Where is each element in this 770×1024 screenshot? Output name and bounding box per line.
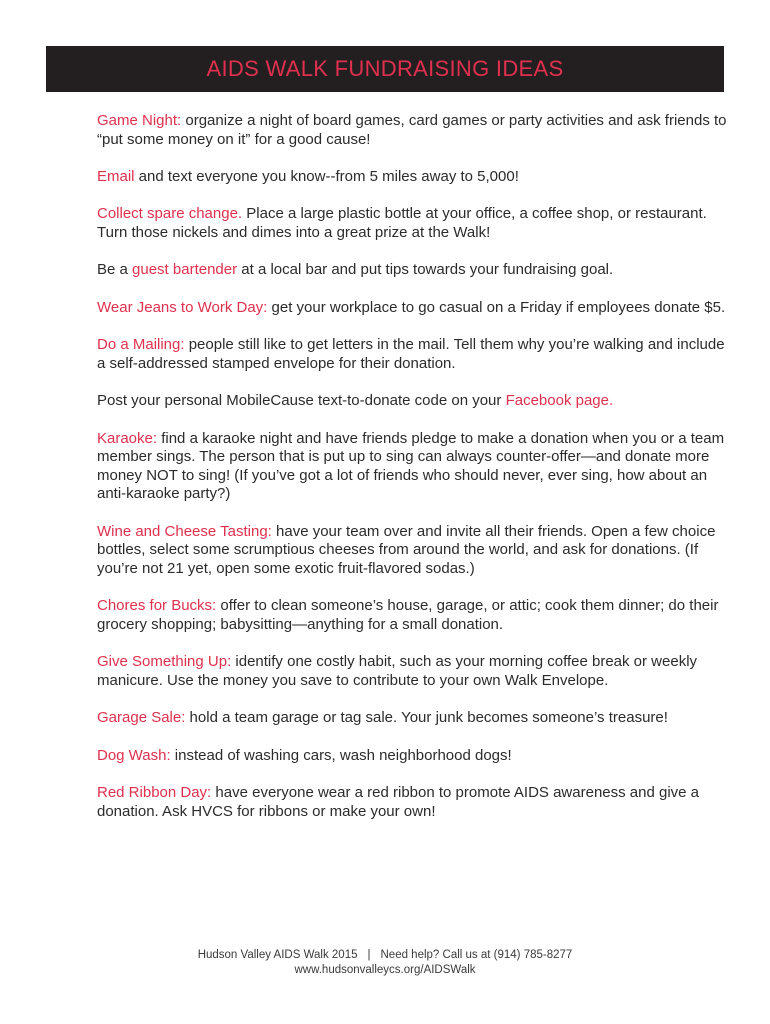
idea-highlight: Facebook page. [505,392,614,410]
idea-garage-sale [97,709,727,728]
idea-highlight: Wear Jeans to Work Day: [97,298,268,316]
idea-highlight: Give Something Up: [97,653,232,671]
footer [0,948,770,978]
idea-text: have everyone wear a red ribbon to promote AIDS awareness and give a donation. Ask HVCS for ribbons or make your own! [97,784,700,820]
footer-help: Need help? Call us at (914) 785-8277 [380,949,573,961]
footer-event: Hudson Valley AIDS Walk 2015 [197,949,358,961]
idea-wine-cheese [97,523,727,579]
idea-text: hold a team garage or tag sale. Your junk becomes someone’s treasure! [185,709,668,727]
idea-karaoke [97,430,727,504]
idea-dog-wash [97,747,727,766]
footer-url: www.hudsonvalleycs.org/AIDSWalk [294,964,476,976]
idea-game-night [97,112,727,149]
ideas-list [97,112,727,840]
idea-highlight: Red Ribbon Day: [97,784,212,802]
idea-highlight: Game Night: [97,112,182,129]
idea-text: at a local bar and put tips towards your fundraising goal. [237,261,614,279]
idea-highlight: Garage Sale: [97,709,186,727]
idea-red-ribbon [97,784,727,821]
idea-text: get your workplace to go casual on a Friday if employees donate $5. [267,298,726,316]
idea-give-up [97,653,727,690]
idea-text: identify one costly habit, such as your morning coffee break or weekly manicure. Use the money you save to contribute to your own Walk Envelope. [97,653,698,689]
idea-text: offer to clean someone’s house, garage, or attic; cook them dinner; do their grocery shopping; babysitting—anything for a small donation. [97,597,719,633]
idea-text: and text everyone you know--from 5 miles away to 5,000! [134,167,519,185]
idea-prefix: Be a [97,261,133,279]
idea-spare-change [97,205,727,242]
idea-highlight: Collect spare change. [97,205,243,223]
footer-contact-line [0,948,770,963]
idea-text: people still like to get letters in the mail. Tell them why you’re walking and include a self-addressed stamped envelope for their donation. [97,336,725,372]
idea-highlight: guest bartender [132,261,238,279]
idea-prefix: Post your personal MobileCause text-to-donate code on your [97,392,506,410]
idea-highlight: Wine and Cheese Tasting: [97,522,272,540]
idea-chores [97,597,727,634]
idea-jeans-day [97,299,727,318]
idea-highlight: Karaoke: [97,429,158,447]
idea-text: organize a night of board games, card games or party activities and ask friends to “put some money on it” for a good cause! [97,112,727,148]
header-bar [46,46,724,92]
idea-facebook [97,392,727,411]
idea-guest-bartender [97,261,727,280]
idea-highlight: Do a Mailing: [97,336,185,354]
idea-text: find a karaoke night and have friends pledge to make a donation when you or a team member sings. The person that is put up to sing can always counter-offer—and donate more money NOT to sing! (If you’ve got a lot of friends who should never, ever sing, how about an anti-karaoke party?) [97,429,725,503]
page-title: AIDS WALK FUNDRAISING IDEAS [206,56,564,81]
idea-highlight: Dog Wash: [97,746,171,764]
idea-highlight: Chores for Bucks: [97,597,217,615]
idea-mailing [97,336,727,373]
idea-text: instead of washing cars, wash neighborhood dogs! [170,746,512,764]
idea-text: Place a large plastic bottle at your office, a coffee shop, or restaurant. Turn those nickels and dimes into a great prize at the Walk! [97,205,707,241]
idea-text: have your team over and invite all their friends. Open a few choice bottles, select some scrumptious cheeses from around the world, and ask for donations. (If you’re not 21 yet, open some exotic fruit-flavored sodas.) [97,522,716,577]
footer-separator: | [367,949,371,961]
idea-email [97,168,727,187]
idea-highlight: Email [97,167,135,185]
